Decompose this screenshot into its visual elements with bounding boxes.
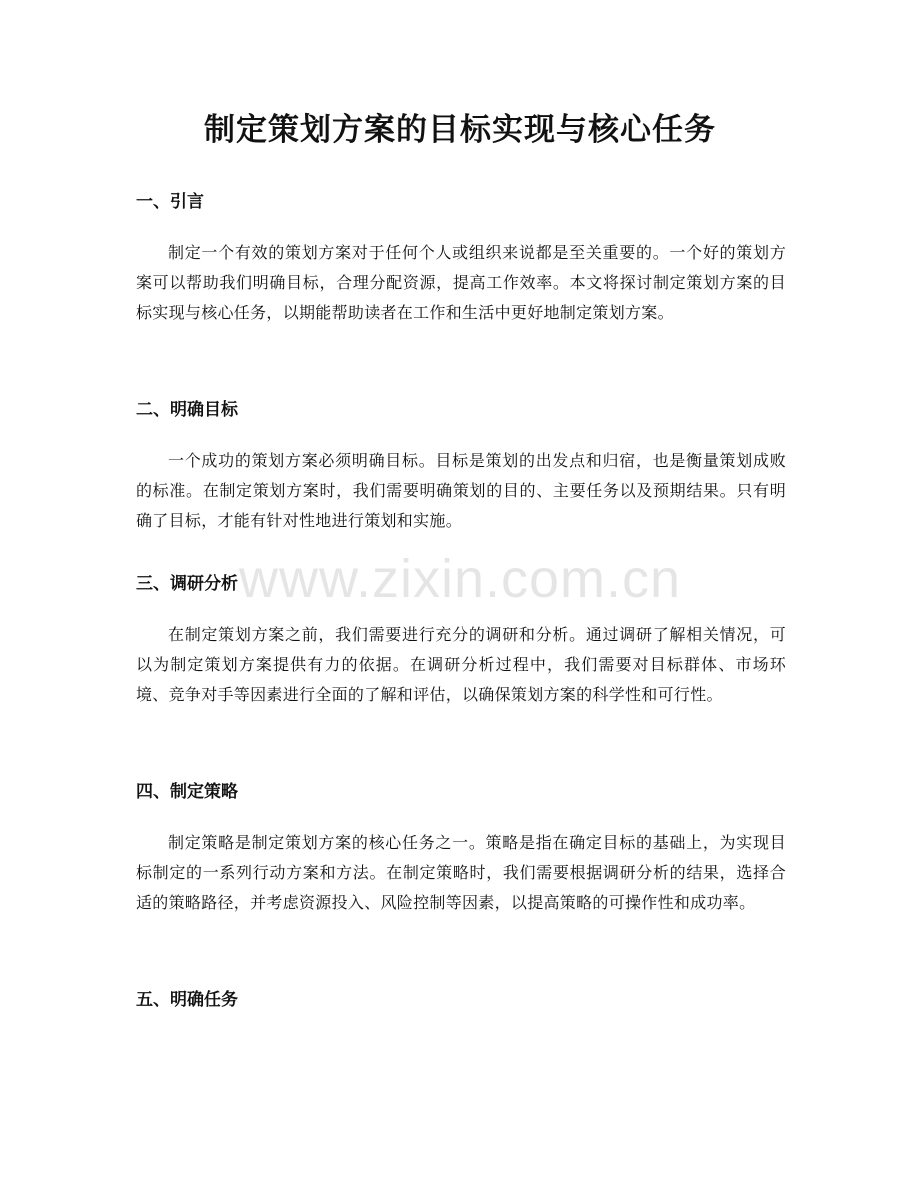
watermark-text: www.zixin.com.cn <box>238 549 682 609</box>
section-research-analysis <box>136 572 786 710</box>
section-heading: 二、明确目标 <box>136 400 238 420</box>
section-heading: 一、引言 <box>136 192 204 212</box>
document-title: 制定策划方案的目标实现与核心任务 <box>204 112 716 148</box>
section-introduction <box>136 190 786 328</box>
section-formulate-strategy <box>136 780 786 918</box>
section-clarify-goals <box>136 398 786 536</box>
section-heading: 四、制定策略 <box>136 782 238 802</box>
section-clarify-tasks <box>136 988 786 1012</box>
section-heading: 五、明确任务 <box>136 990 238 1010</box>
section-paragraph: 制定一个有效的策划方案对于任何个人或组织来说都是至关重要的。一个好的策划方案可以帮助我们明确目标，合理分配资源，提高工作效率。本文将探讨制定策划方案的目标实现与核心任务，以期能帮助读者在工作和生活中更好地制定策划方案。 <box>136 243 786 322</box>
section-paragraph: 制定策略是制定策划方案的核心任务之一。策略是指在确定目标的基础上，为实现目标制定的一系列行动方案和方法。在制定策略时，我们需要根据调研分析的结果，选择合适的策略路径，并考虑资源投入、风险控制等因素，以提高策略的可操作性和成功率。 <box>136 833 786 912</box>
section-paragraph: 一个成功的策划方案必须明确目标。目标是策划的出发点和归宿，也是衡量策划成败的标准。在制定策划方案时，我们需要明确策划的目的、主要任务以及预期结果。只有明确了目标，才能有针对性地进行策划和实施。 <box>136 451 786 530</box>
section-paragraph: 在制定策划方案之前，我们需要进行充分的调研和分析。通过调研了解相关情况，可以为制定策划方案提供有力的依据。在调研分析过程中，我们需要对目标群体、市场环境、竞争对手等因素进行全面的了解和评估，以确保策划方案的科学性和可行性。 <box>136 625 786 704</box>
section-heading: 三、调研分析 <box>136 574 238 594</box>
